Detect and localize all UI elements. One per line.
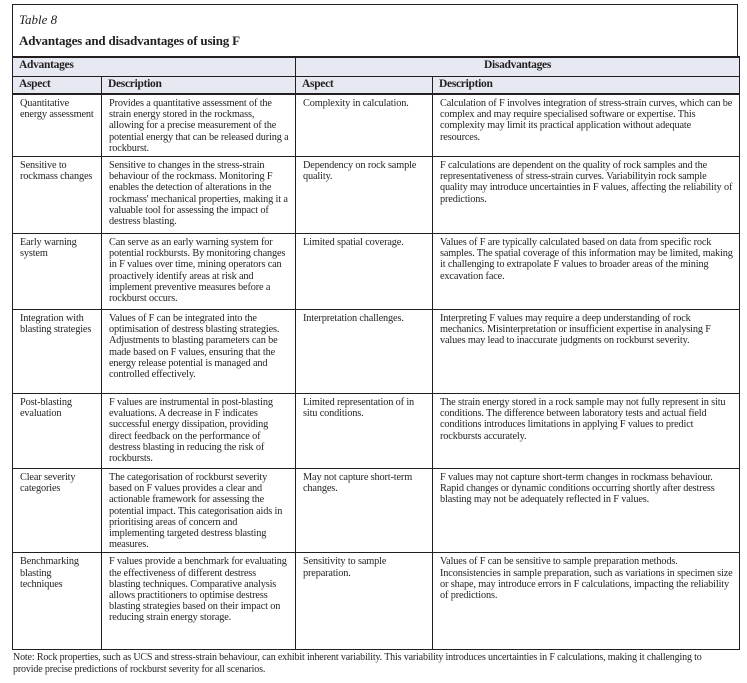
disadvantage-aspect: Sensitivity to sample preparation.: [296, 553, 433, 650]
disadvantage-description: Calculation of F involves integration of stress-strain curves, which can be complex and may require specialised software or expertise. This complexity may limit its practical application without adequate resources.: [433, 94, 740, 157]
table-note: Note: Rock properties, such as UCS and stress-strain behaviour, can exhibit inherent variability. This variability introduces uncertainties in F calculations, making it challenging to provide precise predictions of rockburst severity for all scenarios.: [13, 652, 702, 675]
advantage-aspect: Post-blasting evaluation: [13, 394, 102, 469]
disadvantage-aspect: Complexity in calculation.: [296, 94, 433, 157]
caption-frame: [12, 4, 738, 57]
advantage-aspect: Clear severity categories: [13, 469, 102, 553]
advantage-aspect: Benchmarking blasting techniques: [13, 553, 102, 650]
advantage-description: Sensitive to changes in the stress-strain behaviour of the rockmass. Monitoring F enables the detection of alterations in the rockmass' mechanical properties, making it a valuable tool for assessing the impact of destress blasting.: [102, 157, 296, 234]
table-row: [13, 469, 740, 553]
advantage-aspect: Quantitative energy assessment: [13, 94, 102, 157]
table-label: Table 8: [19, 12, 58, 27]
advantage-description: F values provide a benchmark for evaluating the effectiveness of different destress blasting techniques. Comparative analysis allows practitioners to optimise destress blasting strategies based on their impact on reducing strain energy storage.: [102, 553, 296, 650]
column-header-adv-description: Description: [102, 77, 296, 95]
advantage-description: Values of F can be integrated into the optimisation of destress blasting strategies. Adjustments to blasting parameters can be made based on F values, ensuring that the energy release potential is managed and controlled effectively.: [102, 310, 296, 394]
disadvantage-description: Values of F can be sensitive to sample preparation methods. Inconsistencies in sample preparation, such as variations in specimen size or shape, may introduce errors in F calculations, impacting the reliability of predictions.: [433, 553, 740, 650]
table-row: [13, 94, 740, 157]
column-header-adv-aspect: Aspect: [13, 77, 102, 95]
disadvantage-description: Values of F are typically calculated based on data from specific rock samples. The spatial coverage of this information may be limited, making it challenging to extrapolate F values to broader areas of the mining excavation face.: [433, 234, 740, 310]
group-header-advantages: Advantages: [13, 57, 296, 77]
advantages-disadvantages-table: [12, 56, 740, 650]
disadvantage-description: F values may not capture short-term changes in rockmass behaviour. Rapid changes or dynamic conditions occurring shortly after destress blasting may not be adequately reflected in F values.: [433, 469, 740, 553]
advantage-description: Provides a quantitative assessment of the strain energy stored in the rockmass, allowing for a precise measurement of the potential energy that can be released during a rockburst.: [102, 94, 296, 157]
group-header-row: [13, 57, 740, 77]
column-header-dis-aspect: Aspect: [296, 77, 433, 95]
advantage-description: F values are instrumental in post-blasting evaluations. A decrease in F indicates successful energy dissipation, providing direct feedback on the performance of destress blasting in reducing the risk of rockbursts.: [102, 394, 296, 469]
table-row: [13, 157, 740, 234]
advantage-aspect: Integration with blasting strategies: [13, 310, 102, 394]
table-title: Advantages and disadvantages of using F: [19, 33, 240, 48]
advantage-description: Can serve as an early warning system for potential rockbursts. By monitoring changes in F values over time, mining operators can proactively identify areas at risk and implement preventive measures before a rockburst occurs.: [102, 234, 296, 310]
disadvantage-aspect: Limited representation of in situ conditions.: [296, 394, 433, 469]
table-row: [13, 553, 740, 650]
group-header-disadvantages: Disadvantages: [296, 57, 740, 77]
disadvantage-description: F calculations are dependent on the quality of rock samples and the representativeness of stress-strain curves. Variabilityin rock sample quality may introduce uncertainties in F values, affecting the reliability of predictions.: [433, 157, 740, 234]
disadvantage-aspect: Limited spatial coverage.: [296, 234, 433, 310]
disadvantage-aspect: Interpretation challenges.: [296, 310, 433, 394]
column-header-row: [13, 77, 740, 95]
column-header-dis-description: Description: [433, 77, 740, 95]
advantage-aspect: Early warning system: [13, 234, 102, 310]
disadvantage-description: Interpreting F values may require a deep understanding of rock mechanics. Misinterpretation or insufficient expertise in analysing F values may lead to inaccurate judgments on rockburst severity.: [433, 310, 740, 394]
advantage-description: The categorisation of rockburst severity based on F values provides a clear and actionable framework for assessing the potential impact. This categorisation aids in prioritising areas of concern and implementing targeted destress blasting measures.: [102, 469, 296, 553]
disadvantage-aspect: Dependency on rock sample quality.: [296, 157, 433, 234]
advantage-aspect: Sensitive to rockmass changes: [13, 157, 102, 234]
table-row: [13, 234, 740, 310]
disadvantage-description: The strain energy stored in a rock sample may not fully represent in situ conditions. The difference between laboratory tests and actual field conditions introduces limitations in applying F values to predict rockbursts accurately.: [433, 394, 740, 469]
table-row: [13, 310, 740, 394]
disadvantage-aspect: May not capture short-term changes.: [296, 469, 433, 553]
table-row: [13, 394, 740, 469]
